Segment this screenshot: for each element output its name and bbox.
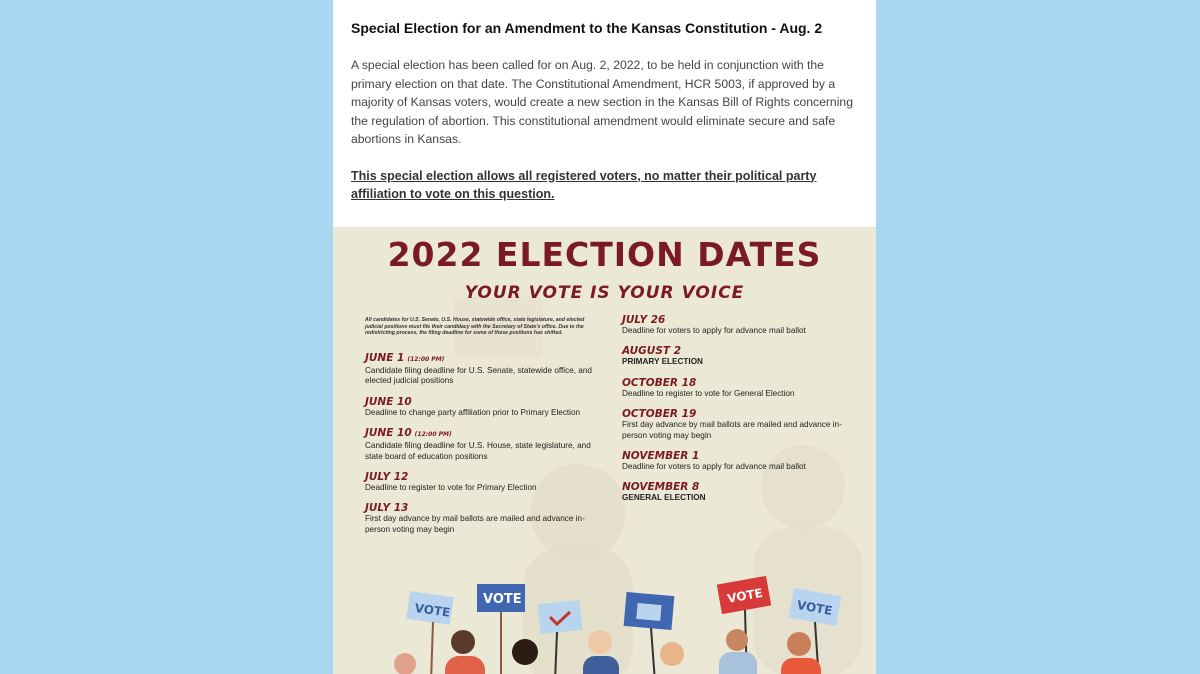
entry-date: AUGUST 2 <box>622 345 682 358</box>
article-text <box>333 0 876 204</box>
election-dates-poster <box>333 227 876 674</box>
date-entry <box>622 481 852 503</box>
article-card <box>333 0 876 674</box>
poster-title: 2022 ELECTION DATES <box>387 235 822 274</box>
entry-date: JULY 26 <box>622 314 666 326</box>
entry-time: (12:00 PM) <box>407 356 445 363</box>
entry-date: JULY 12 <box>365 471 409 484</box>
poster-intro: All candidates for U.S. Senate, U.S. House, statewide office, state legislature, and elected judicial positions must file their candidacy with the Secretary of State's office. Due to the redistricting process, the filing deadline for some of these positions has shifted. <box>365 317 585 337</box>
left-dates-column <box>365 352 595 544</box>
entry-description: Deadline to register to vote for General Election <box>622 388 795 398</box>
article-paragraph: A special election has been called for on Aug. 2, 2022, to be held in conjunction with the primary election on that date. The Constitutional Amendment, HCR 5003, if approved by a majority of Kansas voters, would create a new section in the Kansas Bill of Rights concerning the regulation of abortion. This constitutional amendment would eliminate secure and safe abortions in Kansas. <box>351 58 853 146</box>
sign-text: VOTE <box>483 592 522 607</box>
check-sign <box>538 600 583 674</box>
entry-date: JUNE 10 <box>365 395 412 408</box>
date-entry <box>622 345 852 367</box>
entry-description: PRIMARY ELECTION <box>622 357 703 367</box>
entry-description: Deadline to change party affiliation prior to Primary Election <box>365 407 581 417</box>
entry-description: GENERAL ELECTION <box>622 493 706 503</box>
entry-description: First day advance by mail ballots are mailed and advance in-person voting may begin <box>622 420 842 440</box>
sign-text: VOTE <box>795 597 834 618</box>
date-entry <box>365 502 595 535</box>
entry-description: Deadline for voters to apply for advance mail ballot <box>622 326 806 335</box>
date-entry <box>622 408 852 441</box>
right-dates-column <box>622 314 852 513</box>
sign-text: VOTE <box>413 600 452 620</box>
entry-date: NOVEMBER 8 <box>622 481 700 494</box>
sign-text: VOTE <box>726 585 764 606</box>
crowd <box>394 629 821 674</box>
date-entry <box>365 352 595 387</box>
article-heading: Special Election for an Amendment to the Kansas Constitution - Aug. 2 <box>351 20 823 36</box>
date-entry <box>622 450 852 472</box>
date-entry <box>622 377 852 399</box>
date-entry <box>365 471 595 493</box>
entry-description: Candidate filing deadline for U.S. Senate, statewide office, and elected judicial positions <box>365 366 592 386</box>
date-entry <box>365 396 595 418</box>
date-entry <box>622 314 852 336</box>
entry-description: Deadline for voters to apply for advance mail ballot <box>622 462 806 472</box>
entry-description: First day advance by mail ballots are mailed and advance in-person voting may begin <box>365 514 585 534</box>
voters-illustration <box>333 572 876 674</box>
entry-date: JULY 13 <box>365 502 409 515</box>
entry-description: Deadline to register to vote for Primary Election <box>365 483 537 493</box>
date-entry <box>365 427 595 462</box>
entry-description: Candidate filing deadline for U.S. House, state legislature, and state board of education positions <box>365 441 591 461</box>
entry-time: (12:00 PM) <box>414 431 452 439</box>
entry-date: OCTOBER 18 <box>622 376 697 389</box>
article-note: This special election allows all registered voters, no matter their political party affiliation to vote on this question. <box>351 168 817 201</box>
entry-date: JUNE 1 <box>365 352 405 364</box>
entry-date: NOVEMBER 1 <box>622 450 700 463</box>
entry-date: JUNE 10 <box>365 427 412 440</box>
poster-subtitle: YOUR VOTE IS YOUR VOICE <box>464 283 745 303</box>
entry-date: OCTOBER 19 <box>622 408 697 421</box>
